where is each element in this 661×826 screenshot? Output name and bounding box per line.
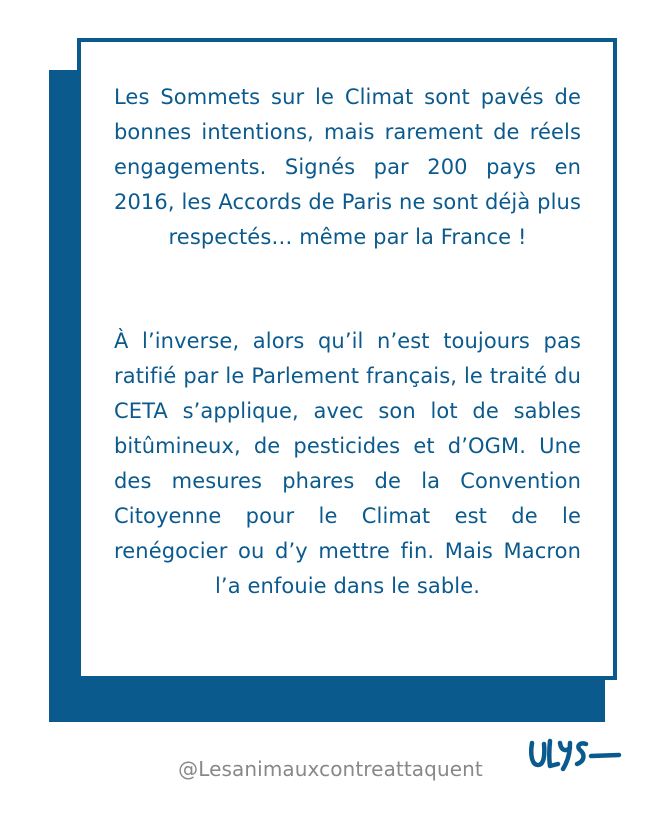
social-handle: @Lesanimauxcontreattaquent (178, 757, 483, 781)
quote-card (77, 38, 617, 680)
paragraph-ceta-treaty: À l’inverse, alors qu’il n’est toujours pas ratifié par le Parlement français, le traité du CETA s’applique, avec son lot de sables bitûmineux, de pesticides et d’OGM. Une des mesures phares de la Convention Citoyenne pour le Climat est de le renégocier ou d’y mettre fin. Mais Macron l’a enfouie dans le sable. (114, 329, 581, 598)
paragraph-climate-summits: Les Sommets sur le Climat sont pavés de bonnes intentions, mais rarement de réels engagements. Signés par 200 pays en 2016, les Accords de Paris ne sont déjà plus respectés… même par la France ! (114, 85, 581, 249)
